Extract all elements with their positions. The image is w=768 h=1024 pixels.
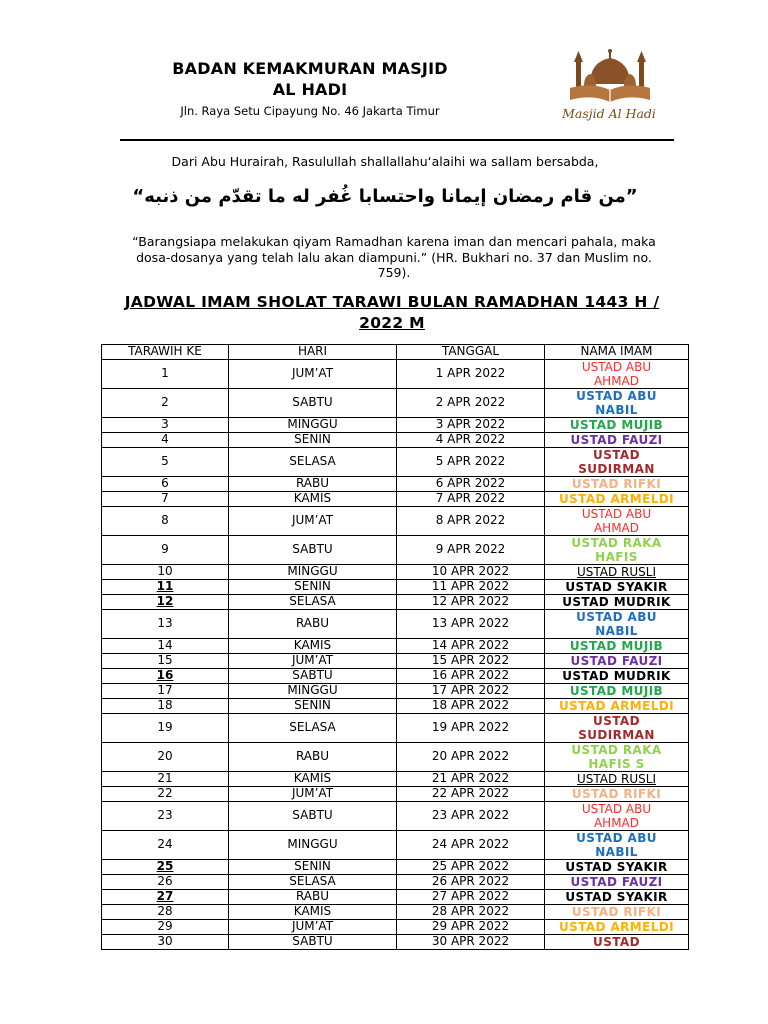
- cell-nama-imam: USTAD FAUZI: [545, 875, 689, 890]
- cell-hari: JUM’AT: [229, 787, 397, 802]
- cell-hari: SABTU: [229, 536, 397, 565]
- cell-hari: SELASA: [229, 875, 397, 890]
- table-row: [102, 905, 689, 920]
- table-row: [102, 448, 689, 477]
- cell-tarawih-no: 4: [102, 433, 229, 448]
- cell-tarawih-no: 25: [102, 860, 229, 875]
- cell-nama-imam: USTAD SYAKIR: [545, 580, 689, 595]
- cell-hari: MINGGU: [229, 831, 397, 860]
- imam-schedule-table: [101, 344, 689, 950]
- cell-tarawih-no: 28: [102, 905, 229, 920]
- cell-tarawih-no: 5: [102, 448, 229, 477]
- cell-nama-imam: USTAD RUSLI: [545, 565, 689, 580]
- logo-text: Masjid Al Hadi: [562, 106, 656, 121]
- cell-tanggal: 5 APR 2022: [397, 448, 545, 477]
- cell-nama-imam: USTAD SUDIRMAN: [545, 448, 689, 477]
- cell-tanggal: 14 APR 2022: [397, 639, 545, 654]
- cell-nama-imam: USTAD ABU NABIL: [545, 389, 689, 418]
- table-row: [102, 536, 689, 565]
- cell-nama-imam: USTAD RIFKI: [545, 905, 689, 920]
- table-row: [102, 565, 689, 580]
- cell-tanggal: 6 APR 2022: [397, 477, 545, 492]
- cell-hari: JUM’AT: [229, 920, 397, 935]
- cell-tanggal: 22 APR 2022: [397, 787, 545, 802]
- table-row: [102, 639, 689, 654]
- header-nama-imam: NAMA IMAM: [545, 345, 689, 360]
- organization-header: [130, 58, 490, 118]
- cell-hari: SENIN: [229, 699, 397, 714]
- table-row: [102, 787, 689, 802]
- cell-tanggal: 29 APR 2022: [397, 920, 545, 935]
- cell-hari: JUM’AT: [229, 654, 397, 669]
- table-row: [102, 684, 689, 699]
- cell-hari: RABU: [229, 890, 397, 905]
- cell-tanggal: 7 APR 2022: [397, 492, 545, 507]
- cell-tarawih-no: 15: [102, 654, 229, 669]
- cell-hari: JUM’AT: [229, 507, 397, 536]
- cell-tanggal: 27 APR 2022: [397, 890, 545, 905]
- cell-nama-imam: USTAD MUDRIK: [545, 595, 689, 610]
- table-row: [102, 875, 689, 890]
- table-row: [102, 714, 689, 743]
- cell-tarawih-no: 10: [102, 565, 229, 580]
- table-row: [102, 920, 689, 935]
- cell-tanggal: 9 APR 2022: [397, 536, 545, 565]
- mosque-logo: [540, 48, 690, 130]
- table-row: [102, 860, 689, 875]
- cell-tanggal: 19 APR 2022: [397, 714, 545, 743]
- cell-nama-imam: USTAD RUSLI: [545, 772, 689, 787]
- org-name-line2: AL HADI: [272, 80, 348, 99]
- cell-nama-imam: USTAD RIFKI: [545, 477, 689, 492]
- cell-tanggal: 1 APR 2022: [397, 360, 545, 389]
- cell-nama-imam: USTAD FAUZI: [545, 433, 689, 448]
- table-row: [102, 890, 689, 905]
- cell-hari: SABTU: [229, 389, 397, 418]
- cell-tanggal: 18 APR 2022: [397, 699, 545, 714]
- table-row: [102, 389, 689, 418]
- cell-nama-imam: USTAD SYAKIR: [545, 860, 689, 875]
- table-row: [102, 802, 689, 831]
- cell-tanggal: 2 APR 2022: [397, 389, 545, 418]
- hadith-translation: “Barangsiapa melakukan qiyam Ramadhan karena iman dan mencari pahala, maka dosa-dosanya yang telah lalu akan diampuni.” (HR. Bukhari no. 37 dan Muslim no. 759).: [132, 234, 656, 280]
- cell-nama-imam: USTAD ARMELDI: [545, 492, 689, 507]
- cell-hari: RABU: [229, 477, 397, 492]
- cell-tarawih-no: 14: [102, 639, 229, 654]
- cell-nama-imam: USTAD ARMELDI: [545, 699, 689, 714]
- cell-nama-imam: USTAD SUDIRMAN: [545, 714, 689, 743]
- cell-tanggal: 21 APR 2022: [397, 772, 545, 787]
- cell-tanggal: 24 APR 2022: [397, 831, 545, 860]
- cell-tarawih-no: 6: [102, 477, 229, 492]
- cell-tarawih-no: 30: [102, 935, 229, 950]
- cell-hari: SENIN: [229, 433, 397, 448]
- cell-tarawih-no: 22: [102, 787, 229, 802]
- hadith-arabic: ”من قام رمضان إيمانا واحتسابا غُفر له ما تقدّم من ذنبه“: [132, 186, 638, 207]
- cell-hari: MINGGU: [229, 684, 397, 699]
- table-header-row: [102, 345, 689, 360]
- cell-tarawih-no: 13: [102, 610, 229, 639]
- cell-tarawih-no: 9: [102, 536, 229, 565]
- cell-hari: SENIN: [229, 860, 397, 875]
- cell-nama-imam: USTAD ABU AHMAD: [545, 802, 689, 831]
- cell-tarawih-no: 20: [102, 743, 229, 772]
- cell-tanggal: 30 APR 2022: [397, 935, 545, 950]
- cell-hari: RABU: [229, 743, 397, 772]
- cell-tarawih-no: 11: [102, 580, 229, 595]
- cell-hari: RABU: [229, 610, 397, 639]
- table-row: [102, 743, 689, 772]
- cell-hari: SABTU: [229, 669, 397, 684]
- cell-tanggal: 8 APR 2022: [397, 507, 545, 536]
- cell-nama-imam: USTAD RIFKI: [545, 787, 689, 802]
- cell-tarawih-no: 3: [102, 418, 229, 433]
- table-row: [102, 654, 689, 669]
- cell-tanggal: 23 APR 2022: [397, 802, 545, 831]
- hadith-intro: Dari Abu Hurairah, Rasulullah shallallahu‘alaihi wa sallam bersabda,: [171, 154, 599, 169]
- table-row: [102, 477, 689, 492]
- table-row: [102, 669, 689, 684]
- cell-hari: KAMIS: [229, 905, 397, 920]
- table-row: [102, 772, 689, 787]
- cell-hari: SELASA: [229, 714, 397, 743]
- cell-tanggal: 10 APR 2022: [397, 565, 545, 580]
- cell-tanggal: 13 APR 2022: [397, 610, 545, 639]
- header-tarawih: TARAWIH KE: [102, 345, 229, 360]
- table-row: [102, 492, 689, 507]
- cell-nama-imam: USTAD MUDRIK: [545, 669, 689, 684]
- table-row: [102, 595, 689, 610]
- cell-tanggal: 4 APR 2022: [397, 433, 545, 448]
- cell-tarawih-no: 17: [102, 684, 229, 699]
- cell-tarawih-no: 7: [102, 492, 229, 507]
- cell-tanggal: 12 APR 2022: [397, 595, 545, 610]
- header-divider: [120, 139, 674, 141]
- cell-tanggal: 25 APR 2022: [397, 860, 545, 875]
- header-hari: HARI: [229, 345, 397, 360]
- cell-hari: KAMIS: [229, 492, 397, 507]
- cell-nama-imam: USTAD MUJIB: [545, 639, 689, 654]
- cell-nama-imam: USTAD FAUZI: [545, 654, 689, 669]
- cell-tarawih-no: 26: [102, 875, 229, 890]
- table-body: [102, 360, 689, 950]
- cell-nama-imam: USTAD RAKA HAFIS S: [545, 743, 689, 772]
- cell-nama-imam: USTAD ABU NABIL: [545, 831, 689, 860]
- table-row: [102, 610, 689, 639]
- cell-tanggal: 28 APR 2022: [397, 905, 545, 920]
- cell-hari: KAMIS: [229, 772, 397, 787]
- cell-tarawih-no: 16: [102, 669, 229, 684]
- cell-hari: SENIN: [229, 580, 397, 595]
- cell-tarawih-no: 19: [102, 714, 229, 743]
- cell-hari: SABTU: [229, 935, 397, 950]
- cell-tarawih-no: 21: [102, 772, 229, 787]
- table-row: [102, 935, 689, 950]
- cell-tanggal: 17 APR 2022: [397, 684, 545, 699]
- cell-nama-imam: USTAD: [545, 935, 689, 950]
- cell-nama-imam: USTAD RAKA HAFIS: [545, 536, 689, 565]
- cell-hari: SELASA: [229, 595, 397, 610]
- org-address: Jln. Raya Setu Cipayung No. 46 Jakarta Timur: [180, 104, 440, 118]
- table-row: [102, 360, 689, 389]
- mosque-icon: [540, 48, 680, 108]
- cell-nama-imam: USTAD ARMELDI: [545, 920, 689, 935]
- cell-tanggal: 15 APR 2022: [397, 654, 545, 669]
- table-row: [102, 580, 689, 595]
- cell-tanggal: 16 APR 2022: [397, 669, 545, 684]
- cell-tarawih-no: 8: [102, 507, 229, 536]
- cell-nama-imam: USTAD MUJIB: [545, 418, 689, 433]
- cell-tarawih-no: 23: [102, 802, 229, 831]
- cell-nama-imam: USTAD ABU AHMAD: [545, 360, 689, 389]
- cell-hari: MINGGU: [229, 565, 397, 580]
- cell-tanggal: 26 APR 2022: [397, 875, 545, 890]
- cell-nama-imam: USTAD SYAKIR: [545, 890, 689, 905]
- cell-hari: SABTU: [229, 802, 397, 831]
- cell-nama-imam: USTAD ABU AHMAD: [545, 507, 689, 536]
- cell-tanggal: 20 APR 2022: [397, 743, 545, 772]
- cell-tanggal: 11 APR 2022: [397, 580, 545, 595]
- cell-tanggal: 3 APR 2022: [397, 418, 545, 433]
- cell-tarawih-no: 24: [102, 831, 229, 860]
- cell-hari: KAMIS: [229, 639, 397, 654]
- table-row: [102, 433, 689, 448]
- cell-nama-imam: USTAD MUJIB: [545, 684, 689, 699]
- schedule-title: JADWAL IMAM SHOLAT TARAWI BULAN RAMADHAN 1443 H / 2022 M: [124, 293, 660, 332]
- cell-tarawih-no: 1: [102, 360, 229, 389]
- header-tanggal: TANGGAL: [397, 345, 545, 360]
- cell-tarawih-no: 2: [102, 389, 229, 418]
- table-row: [102, 699, 689, 714]
- cell-hari: JUM’AT: [229, 360, 397, 389]
- org-name-line1: BADAN KEMAKMURAN MASJID: [172, 59, 448, 78]
- cell-tarawih-no: 18: [102, 699, 229, 714]
- table-row: [102, 831, 689, 860]
- cell-hari: SELASA: [229, 448, 397, 477]
- table-row: [102, 418, 689, 433]
- cell-hari: MINGGU: [229, 418, 397, 433]
- table-row: [102, 507, 689, 536]
- cell-tarawih-no: 27: [102, 890, 229, 905]
- cell-tarawih-no: 29: [102, 920, 229, 935]
- cell-tarawih-no: 12: [102, 595, 229, 610]
- cell-nama-imam: USTAD ABU NABIL: [545, 610, 689, 639]
